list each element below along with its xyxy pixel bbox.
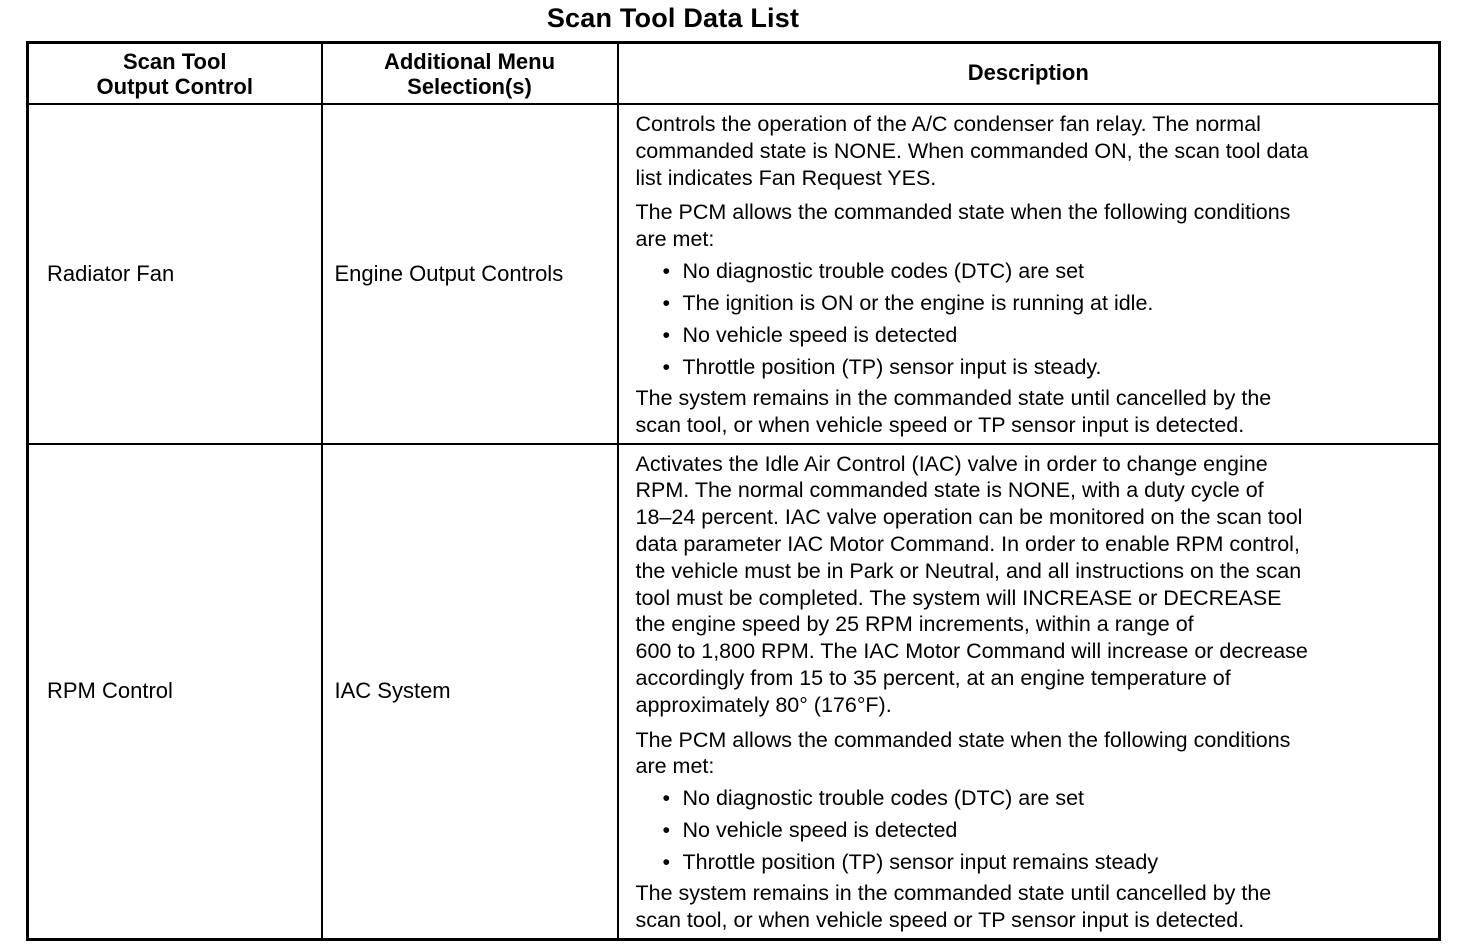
condition-text: No diagnostic trouble codes (DTC) are set — [682, 786, 1085, 811]
description-line: Controls the operation of the A/C condenser fan relay. The normal — [635, 112, 1261, 136]
header-description: Description — [618, 43, 1440, 105]
header-output-control — [28, 43, 322, 105]
bullet-icon: • — [662, 354, 671, 379]
description-line: The system remains in the commanded state until cancelled by the — [635, 385, 1272, 410]
description-closing — [636, 880, 1431, 934]
menu-selection-cell: IAC System — [322, 444, 618, 940]
description-line: commanded state is NONE. When commanded ON, the scan tool data — [635, 138, 1309, 163]
description-line: the engine speed by 25 RPM increments, within a range of — [635, 612, 1194, 637]
header-menu-selection-line2: Selection(s) — [407, 73, 532, 99]
description-cell — [618, 104, 1440, 444]
bullet-icon: • — [662, 850, 671, 875]
description-line: 18–24 percent. IAC valve operation can be monitored on the scan tool — [635, 505, 1303, 530]
output-control-cell: Radiator Fan — [28, 104, 322, 444]
description-cell — [618, 444, 1440, 940]
conditions-intro — [636, 727, 1431, 781]
header-menu-selection — [322, 43, 618, 105]
list-item — [636, 255, 1431, 287]
description-intro — [636, 111, 1431, 191]
description-line: The system remains in the commanded state until cancelled by the — [635, 881, 1272, 906]
description-line: data parameter IAC Motor Command. In order to enable RPM control, — [635, 531, 1300, 556]
page-title: Scan Tool Data List — [546, 3, 800, 33]
bullet-icon: • — [662, 258, 671, 283]
table-row — [28, 444, 1440, 940]
bullet-icon: • — [662, 818, 671, 843]
header-output-control-line2: Output Control — [96, 73, 253, 99]
condition-text: The ignition is ON or the engine is running at idle. — [682, 290, 1154, 315]
condition-text: Throttle position (TP) sensor input remains steady — [682, 850, 1159, 875]
description-closing — [636, 385, 1431, 439]
description-line: are met: — [635, 227, 715, 252]
description-line: Activates the Idle Air Control (IAC) valve in order to change engine — [635, 451, 1268, 476]
list-item — [636, 814, 1431, 846]
bullet-icon: • — [662, 290, 671, 315]
description-line: are met: — [635, 754, 715, 779]
header-row — [28, 43, 1440, 105]
description-line: scan tool, or when vehicle speed or TP sensor input is detected. — [635, 907, 1245, 932]
condition-text: No diagnostic trouble codes (DTC) are set — [682, 258, 1085, 283]
conditions-intro — [636, 199, 1431, 253]
description-line: scan tool, or when vehicle speed or TP sensor input is detected. — [635, 412, 1245, 437]
conditions-list — [636, 782, 1431, 878]
description-line: 600 to 1,800 RPM. The IAC Motor Command will increase or decrease — [635, 639, 1308, 664]
scan-tool-data-table — [26, 41, 1441, 941]
header-output-control-line1: Scan Tool — [123, 48, 227, 74]
description-line: tool must be completed. The system will INCREASE or DECREASE — [635, 585, 1282, 610]
table-row — [28, 104, 1440, 444]
condition-text: No vehicle speed is detected — [682, 818, 958, 843]
description-line: list indicates Fan Request YES. — [635, 165, 937, 190]
menu-selection-cell: Engine Output Controls — [322, 104, 618, 444]
description-line: accordingly from 15 to 35 percent, at an engine temperature of — [635, 665, 1231, 690]
list-item — [636, 782, 1431, 814]
list-item — [636, 351, 1431, 383]
bullet-icon: • — [662, 322, 671, 347]
list-item — [636, 846, 1431, 878]
bullet-icon: • — [662, 786, 671, 811]
description-line: approximately 80° (176°F). — [635, 692, 892, 717]
condition-text: No vehicle speed is detected — [682, 322, 958, 347]
list-item — [636, 287, 1431, 319]
list-item — [636, 319, 1431, 351]
description-line: RPM. The normal commanded state is NONE, with a duty cycle of — [635, 478, 1264, 503]
description-line: The PCM allows the commanded state when the following conditions — [635, 727, 1291, 752]
header-menu-selection-line1: Additional Menu — [383, 48, 556, 74]
output-control-cell: RPM Control — [28, 444, 322, 940]
conditions-list — [636, 255, 1431, 383]
condition-text: Throttle position (TP) sensor input is steady. — [682, 354, 1102, 379]
description-line: The PCM allows the commanded state when the following conditions — [635, 200, 1291, 225]
description-line: the vehicle must be in Park or Neutral, and all instructions on the scan — [635, 558, 1302, 583]
description-intro — [636, 451, 1431, 719]
